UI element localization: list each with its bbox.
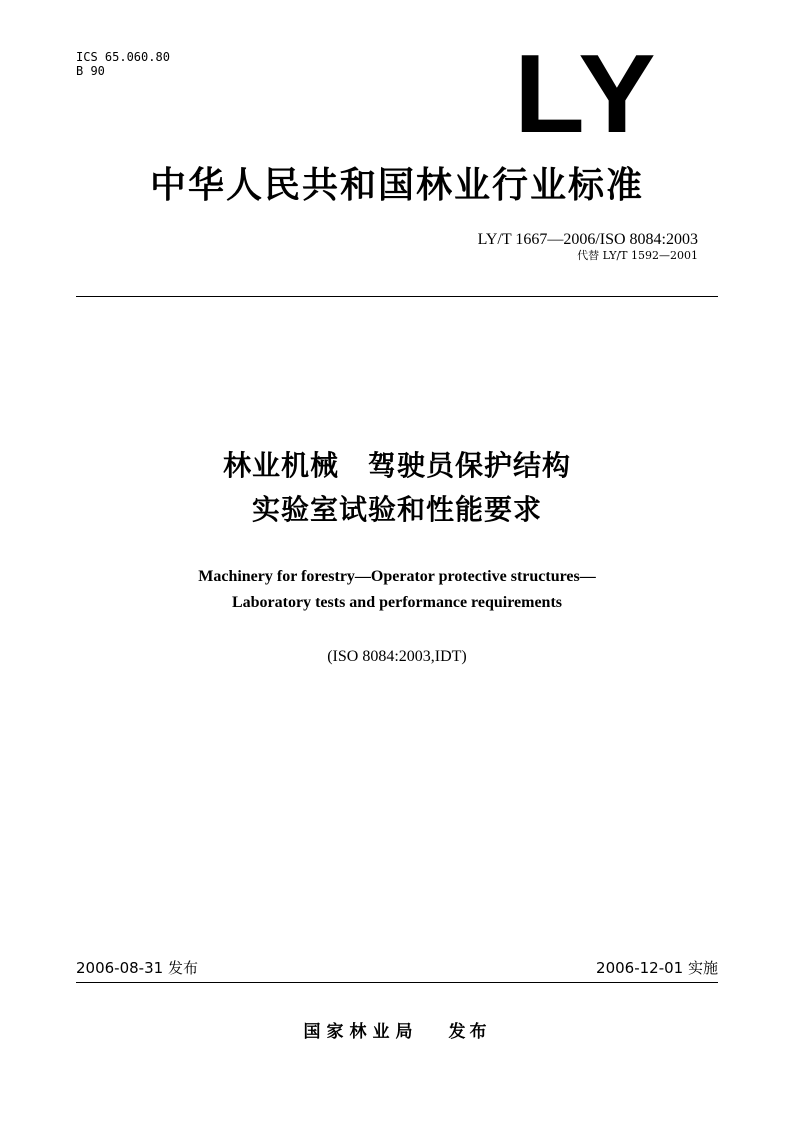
standard-category-title: 中华人民共和国林业行业标准 [149,165,644,206]
publish-label: 发布 [448,1022,491,1042]
issuing-agency: 国家林业局 [303,1022,419,1042]
replaces-note: 代替 LY/T 1592—2001 [577,249,698,262]
issue-date: 2006-08-31 发布 [76,959,198,977]
chinese-title-line-2: 实验室试验和性能要求 [251,493,542,526]
implementation-date: 2006-12-01 实施 [596,959,718,977]
english-title-line-2: Laboratory tests and performance requirements [231,594,563,611]
standard-logo: LY [514,31,660,157]
ics-code: ICS 65.060.80 [76,50,170,64]
issuer-line [76,1020,718,1044]
chinese-title-line-1: 林业机械 驾驶员保护结构 [222,449,571,482]
standard-number: LY/T 1667—2006/ISO 8084:2003 [477,231,698,248]
equivalence-note: (ISO 8084:2003,IDT) [327,648,467,665]
header-divider [76,296,718,297]
classification-codes [76,50,170,78]
ccs-code: B 90 [76,64,105,78]
footer-divider [76,982,718,983]
english-title-line-1: Machinery for forestry—Operator protective structures— [198,568,596,585]
